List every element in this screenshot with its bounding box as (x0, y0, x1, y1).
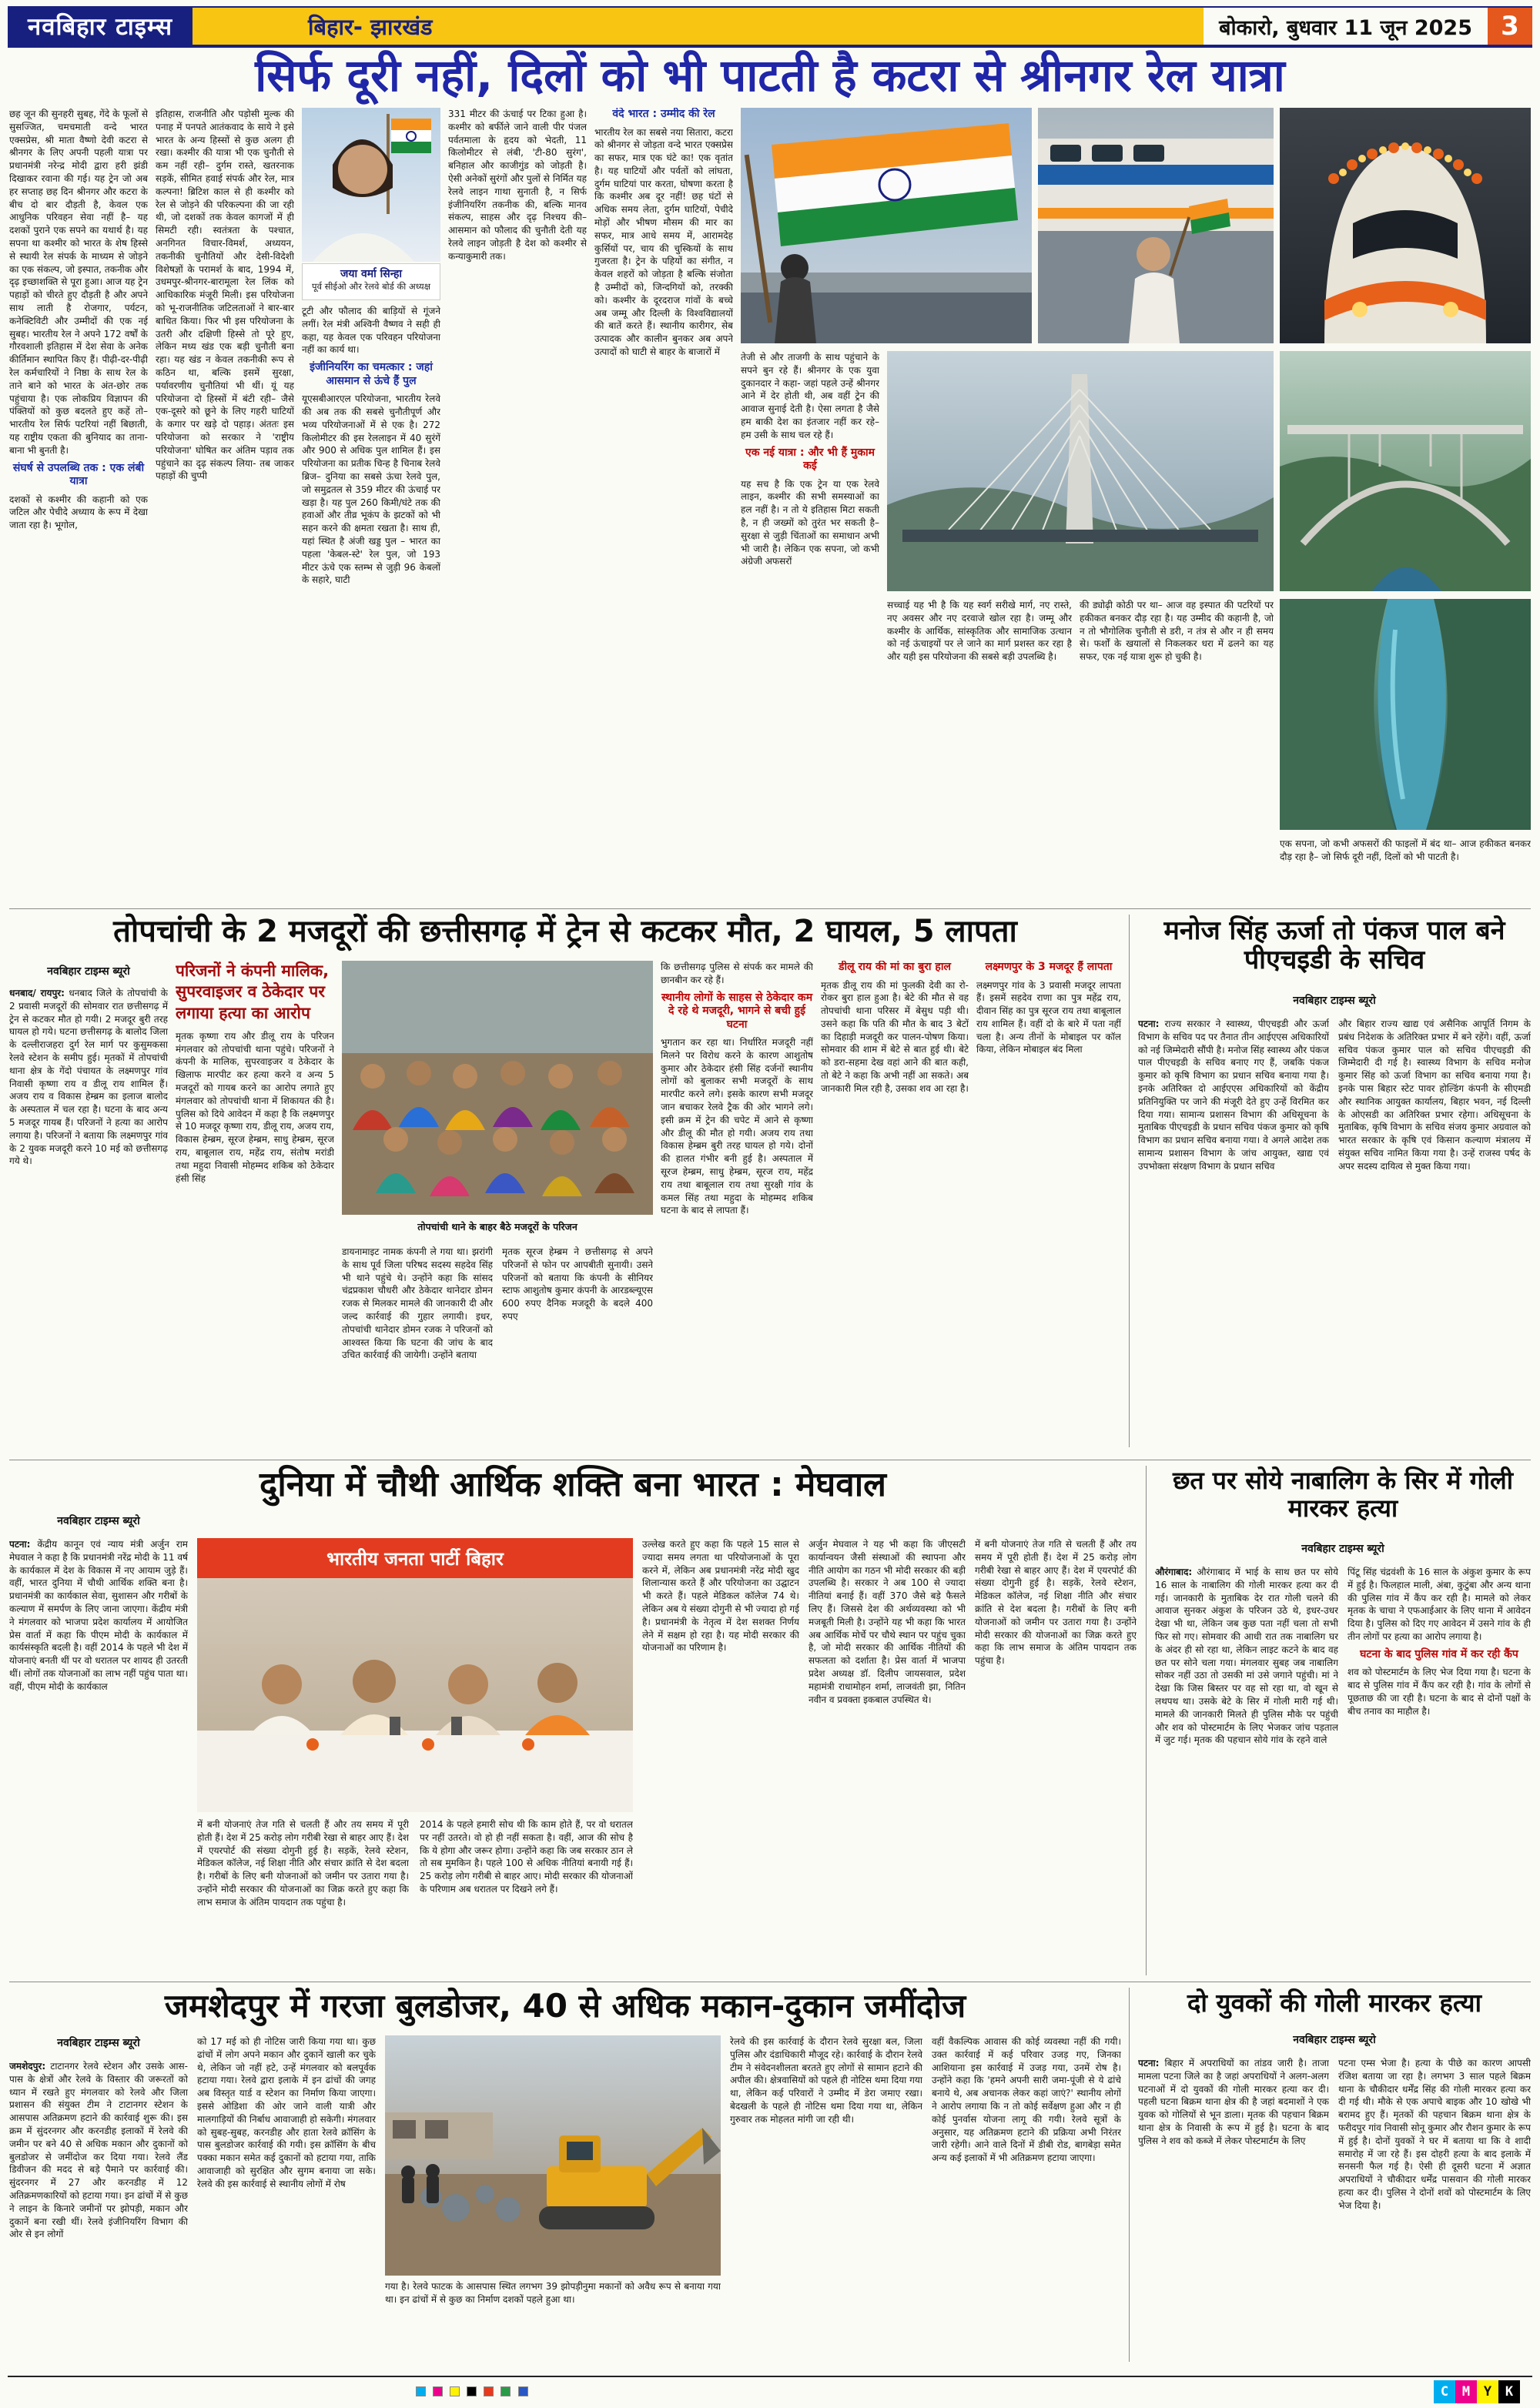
topchanchi-col-4: कि छत्तीसगढ़ पुलिस से संपर्क कर मामले की छानबीन कर रहे हैं। स्थानीय लोगों के साहस से ठेकेदार कम दे रहे थे मजदूरी, भागने से बची हुई घटना भुगतान कर रहा था। निर्धारित मजदूरी नहीं मिलने पर विरोध करने के कारण आशुतोष कुमार और ठेकेदार हंसी सिंह दर्जनों स्थानीय लोगों को बुलाकर सभी मजदूरों के साथ मारपीट करने लगे। इसके कारण सभी मजदूर जान बचाकर रेलवे ट्रैक की ओर भागने लगे। इसी क्रम में ट्रेन की चपेट में आने से कृष्णा और डीलू की मौत हो गयी। अजय राय तथा विकास हेम्ब्रम बुरी तरह घायल हो गये। दोनों की हालत गंभीर बनी हुई है। अस्पताल में सूरज हेम्ब्रम, साधु हेम्ब्रम, सूरज राय, महेंद्र राय तथा बाबूलाल राय तथा सुरक्षी गांव के कमल सिंह तथा महुदा के मोहम्मद शकिब घटना के बाद से लापता हैं। (661, 962, 813, 1216)
bulldozer-byline: नवबिहार टाइम्स ब्यूरो (57, 2037, 140, 2049)
cmyk-k-mark: K (1498, 2380, 1520, 2403)
photo-workers-families (342, 961, 653, 1215)
topchanchi-dateline: धनबाद/ रायपुर: (9, 988, 65, 998)
section-divider-1 (9, 908, 1531, 909)
double-murder-byline: नवबिहार टाइम्स ब्यूरो (1293, 2034, 1376, 2046)
bulldozer-illustration (385, 2035, 721, 2276)
photo-bulldozer-demolition (385, 2035, 721, 2276)
secretaries-dateline: पटना: (1138, 1018, 1160, 1029)
valley-illustration (1280, 599, 1531, 830)
double-murder-col-1: पटना: बिहार में अपराधियों का तांडव जारी है। ताजा मामला पटना जिले का है जहां अपराधियों ने अलग-अलग घटनाओं में दो युवकों की गोली मारकर हत्या कर दी। पहली घटना बिक्रम थाना क्षेत्र की है जहां बदमाशों ने एक युवक को गोलियों से भून डाला। मृतक की पहचान बिक्रम थाना क्षेत्र के निवासी के रूप में हुई है। घटना के बाद पुलिस ने शव को कब्जे में लेकर पोस्टमार्टम के लिए (1138, 2058, 1329, 2146)
photo-decorated-vande-bharat (1280, 108, 1531, 343)
double-murder-dateline: पटना: (1138, 2058, 1160, 2069)
topchanchi-missing-subhead: लक्ष्मणपुर के 3 मजदूर हैं लापता (985, 961, 1113, 973)
topchanchi-col-5: डीलू राय की मां का बुरा हाल मृतक डीलू राय की मां फुलकी देवी का रो-रोकर बुरा हाल हुआ है। बेटे की मौत से वह तोपचांची थाना परिसर में बेसुध पड़ी थी। उसने कहा कि पति की मौत के बाद 3 बेटों का दिहाड़ी मजदूरी कर पालन-पोषण किया। सोमवार की शाम में बेटे से बात हुई थी। बेटे को डरा-सहमा देख वहां आने की बात कही, तो बेटे ने कहा कि अभी नहीं आ सकते। अब जानकारी मिल रही है, उसका शव आ रहा है। (821, 961, 969, 1094)
topchanchi-col-6: लक्ष्मणपुर के 3 मजदूर हैं लापता लक्ष्मणपुर गांव के 3 प्रवासी मजदूर लापता हैं। इसमें सहदेव राणा का पुत्र महेंद्र राय, दीवान सिंह का पुत्र सूरज राय तथा बाबूलाल राय शामिल हैं। वहीं दो के बारे में पता नहीं चला है। अन्य तीनों के मोबाइल पर कॉल किया, लेकिन मोबाइल बंद मिला (976, 961, 1121, 1055)
anji-bridge-illustration (887, 351, 1274, 591)
lead-col-4: 331 मीटर की ऊंचाई पर टिका हुआ है। कश्मीर को बर्फीले जाने वाली पीर पंजल पर्वतमाला के हृदय को भेदती, 11 किलोमीटर से लंबी, 'टी-80 सुरंग', बनिहाल और काजीगुंड को जोड़ती है। ऐसी अनेकों सुरंगों और पुलों से निर्मित यह रेलवे लाइन गाथा सुनाती है, न सिर्फ इंजीनियरिंग तकनीक की, बल्कि मानव संकल्प, साहस और दृढ़ निश्चय की– आसमान को फौलाद की चुनौती देती यह रेलवे लाइन जोड़ती है देश को कश्मीर से कन्याकुमारी तक। (448, 109, 587, 262)
reg-dot-green (500, 2386, 511, 2396)
reg-dot-cyan (416, 2386, 426, 2396)
photo-jaya-verma-sinha (302, 108, 440, 262)
topchanchi-col-3b: मृतक सूरज हेम्ब्रम ने छत्तीसगढ़ से अपने परिजनों से फोन पर आपबीती सुनायी। उसने परिजनों को बताया कि कंपनी के सीनियर स्टाफ आशुतोष कुमार कंपनी के आरडब्ल्यूएस 600 रुपए दैनिक मजदूरी के बदले 400 रुपए (502, 1246, 653, 1322)
decorated-train-illustration (1280, 108, 1531, 343)
photo-river-valley (1280, 599, 1531, 830)
paper-name: नवबिहार टाइम्स (8, 8, 192, 45)
meghwal-col-4: में बनी योजनाएं तेज गति से चलती हैं और तय समय में पूरी होती हैं। देश में 25 करोड़ लोग गरीबी रेखा से बाहर आए हैं। देश में एयरपोर्ट की संख्या दोगुनी हुई है। सड़कें, रेलवे स्टेशन, मेडिकल कॉलेज, नई शिक्षा नीति और संचार क्रांति से देश बदला है। गरीबों के लिए बनी योजनाओं को जमीन पर उतारा गया है। उन्होंने मोदी सरकार की योजनाओं का जिक्र करते हुए कहा कि लाभ समाज के अंतिम पायदान तक पहुंचा है। (975, 1539, 1137, 1667)
portrait-caption-name: जया वर्मा सिन्हा (340, 268, 402, 280)
chenab-bridge-illustration (1280, 351, 1531, 591)
edition-label: बिहार- झारखंड (308, 13, 433, 40)
bulldozer-col-2: को 17 मई को ही नोटिस जारी किया गया था। कुछ ढांचों में लोग अपने मकान और दुकानें खाली कर चुके थे, लेकिन जो नहीं हटे, उन्हें मंगलवार को बलपूर्वक हटाया गया। रेलवे द्वारा इलाके में इन ढांचों की जगह अब विस्तृत यार्ड व स्टेशन का निर्माण किया जाएगा। इससे ओडिशा की ओर जाने वाली यात्री और मालगाड़ियों की निर्बाध आवाजाही हो सकेगी। मंगलवार को सुबह-सुबह, करनडीह और हाता रेलवे क्रॉसिंग के पास बुलडोजर कार्रवाई की गयी। इस क्रॉसिंग के बीच पक्का मकान समेत कई दुकानों को हटाया गया, ताकि आवाजाही को सुरक्षित और सुगम बनाया जा सके। रेलवे की इस कार्रवाई से स्थानीय लोगों में रोष (197, 2036, 376, 2189)
edition-strip (192, 8, 1204, 45)
photo-flag-wave (741, 108, 1032, 343)
vertical-divider-1 (1129, 915, 1130, 1447)
minor-murder-camp-subhead: घटना के बाद पुलिस गांव में कर रही कैंप (1360, 1647, 1518, 1661)
flag-illustration (741, 108, 1032, 343)
photo-chenab-arch-bridge (1280, 351, 1531, 591)
meghwal-col-1: पटना: केंद्रीय कानून एवं न्याय मंत्री अर्जुन राम मेघवाल ने कहा है कि प्रधानमंत्री नरेंद्र मोदी के 11 वर्ष के कार्यकाल में देश के विकास में नए आयाम जुड़े हैं। वहीं, भारत दुनिया में चौथी आर्थिक शक्ति बना है। प्रधानमंत्री का कार्यकाल सेवा, सुशासन और गरीबों के कल्याण में समर्पण के लिए जाना जाएगा। केंद्रीय मंत्री ने मंगलवार को भाजपा प्रदेश कार्यालय में आयोजित प्रेस वार्ता में कहा कि पीएम मोदी के कार्यकाल में कार्यसंस्कृति बदली है। वहीं 2014 के पहले भी देश में योजनाएं बनती थीं पर वो धरातल पर शायद ही उतरती थीं। लोगों तक योजनाओं का लाभ नहीं पहुंच पाता था। वहीं, पीएम मोदी के कार्यकाल (9, 1539, 188, 1692)
topchanchi-accuse-subhead: परिजनों ने कंपनी मालिक, सुपरवाइजर व ठेकेदार पर लगाया हत्या का आरोप (176, 962, 330, 1022)
photo-bjp-press-conference (197, 1538, 633, 1812)
portrait-caption (302, 263, 440, 300)
meghwal-headline: दुनिया में चौथी आर्थिक शक्ति बना भारत : मेघवाल (259, 1465, 886, 1504)
reg-dot-yellow (450, 2386, 460, 2396)
photo-anji-cable-bridge (887, 351, 1274, 591)
bulldozer-headline: जमशेदपुर में गरजा बुलडोजर, 40 से अधिक मकान-दुकान जमींदोज (164, 1987, 966, 2025)
minor-murder-dateline: औरंगाबाद: (1155, 1567, 1193, 1577)
lead-col-3: टूटी और फौलाद की बाड़ियों से गूंजने लगीं। रेल मंत्री अश्विनी वैष्णव ने सही ही कहा, यह केवल एक परिवहन परियोजना नहीं का कार्य था। इंजीनियरिंग का चमत्कार : जहां आसमान से ऊंचे हैं पुल यूएसबीआरएल परियोजना, भारतीय रेलवे की अब तक की सबसे चुनौतीपूर्ण और भव्य परियोजनाओं में से एक है। 272 किलोमीटर की इस रेललाइन में 40 सुरंगें और 900 से अधिक पुल शामिल हैं। इस परियोजना का प्रतीक चिन्ह है चिनाब रेलवे ब्रिज– दुनिया का सबसे ऊंचा रेलवे पुल, जो समुद्रतल से 359 मीटर की ऊंचाई पर खड़ा है। यह पुल 260 किमी/घंटे तक की हवाओं और तीव्र भूकंप के झटकों को भी सहन करने की क्षमता रखता है। साथ ही, यहां स्थित है अंजी खड्ड पुल – भारत का पहला 'केबल-स्टे' रेल पुल, जो 193 मीटर ऊंचे एक स्तम्भ से जुड़ी 96 केबलों के सहारे, घाटी (302, 306, 440, 586)
reg-dot-red (484, 2386, 494, 2396)
minor-murder-col-2: पिंटू सिंह चंद्रवंशी के 16 साल के अंकुश कुमार के रूप में हुई है। फिलहाल माली, अंबा, कुटुंबा और अन्य थाना की पुलिस गांव में कैंप कर रही है। मामले को लेकर मृतक के चाचा ने एफआईआर के लिए थाना में आवेदन दिया है। पुलिस को दिए गए आवेदन में उसने गांव के ही तीन लोगों पर हत्या का आरोप लगाया है। घटना के बाद पुलिस गांव में कर रही कैंप शव को पोस्टमार्टम के लिए भेज दिया गया है। घटना के बाद से पुलिस गांव में कैंप कर रही है। गांव के लोगों से पूछताछ की जा रही है। घटना के बाद से दोनों पक्षों के बीच तनाव का माहौल है। (1348, 1567, 1531, 1717)
double-murder-headline: दो युवकों की गोली मारकर हत्या (1187, 1988, 1482, 2018)
double-murder-col-2: पटना एम्स भेजा है। हत्या के पीछे का कारण आपसी रंजिश बताया जा रहा है। लगभग 3 साल पहले बिक्रम थाना के चौकीदार धर्मेंद्र सिंह की गोली मारकर हत्या कर दी गई थी। मौके से एक अपाचे बाइक और 10 खोखे भी बरामद हुए हैं। मृतकों की पहचान बिक्रम थाना क्षेत्र के फरीदपुर गांव निवासी सोनू कुमार और रौशन कुमार के रूप में हुई है। दोनों युवकों ने घर में बताया था कि वे शादी समारोह में जा रहे हैं। इस दोहरी हत्या के बाद इलाके में सनसनी फैल गई है। ऐसी ही दूसरी घटना में अज्ञात अपराधियों ने चौकीदार धर्मेंद्र पासवान की गोली मारकर हत्या कर दी। पुलिस ने दोनों शवों को पोस्टमार्टम के लिए भेज दिया है। (1338, 2058, 1531, 2211)
topchanchi-byline: नवबिहार टाइम्स ब्यूरो (47, 965, 130, 978)
meghwal-col-below-photo-1: में बनी योजनाएं तेज गति से चलती हैं और तय समय में पूरी होती हैं। देश में 25 करोड़ लोग गरीबी रेखा से बाहर आए हैं। देश में एयरपोर्ट की संख्या दोगुनी हुई है। सड़कें, रेलवे स्टेशन, मेडिकल कॉलेज, नई शिक्षा नीति और संचार क्रांति से देश बदला है। गरीबों के लिए बनी योजनाओं को जमीन पर उतारा गया है। उन्होंने मोदी सरकार की योजनाओं का जिक्र करते हुए कहा कि लाभ समाज के अंतिम पायदान तक पहुंचा है। (197, 1819, 409, 1908)
bjp-banner: भारतीय जनता पार्टी बिहार (197, 1538, 633, 1578)
lead-subhead-engineering: इंजीनियरिंग का चमत्कार : जहां आसमान से ऊंचे हैं पुल (310, 361, 433, 387)
bulldozer-below-photo: गया है। रेलवे फाटक के आसपास स्थित लगभग 39 झोपड़ीनुमा मकानों को अवैध रूप से बनाया गया था। इन ढांचों में से कुछ का निर्माण दशकों पहले हुआ था। (385, 2281, 721, 2305)
minor-murder-byline: नवबिहार टाइम्स ब्यूरो (1301, 1543, 1384, 1555)
lead-col-5: वंदे भारत : उम्मीद की रेल भारतीय रेल का सबसे नया सितारा, कटरा को श्रीनगर से जोड़ता वन्दे भारत एक्सप्रेस का सफर, मात्र एक घंटे का! एक वृतांत है। यह घाटियों और पर्वतों को लांघता, दुर्गम घाटियां पार करता, घोषणा करता है कि कश्मीर अब दूर नहीं! छह घंटों से अधिक समय लेता, दुर्गम घाटियों, पेचीदे मोड़ों और भीषण मौसम की मार का सफर, मात्र आधे समय में, आरामदेह कुर्सियों पर, चाय की चुस्कियों के साथ गुजरता है। ट्रेन के पहियों का संगीत, न केवल शहरों को जोड़ता है बल्कि संजोता है उम्मीदों को, जिन्दगियों को, तरक्की को। कश्मीर के दूरदराज गांवों के बच्चे अब जम्मू और दिल्ली के विश्वविद्यालयों की बातें करते हैं। स्थानीय कारीगर, सेब उत्पादक और कालीन बुनकर अब अपने उत्पादों को घाटी से बाहर के बाजारों में (594, 108, 733, 358)
meghwal-col-below-photo-2: 2014 के पहले हमारी सोच थी कि काम होते हैं, पर वो धरातल पर नहीं उतरते। वो हो ही नहीं सकता है। वहीं, आज की सोच है कि ये होगा और जरूर होगा। उन्होंने कहा कि जब सरकार ठान ले तो सब मुमकिन है। पहले 100 से अधिक नीतियां बनायी गई हैं। 25 करोड़ लोग गरीबी से बाहर आए। मोदी सरकार की योजनाओं के परिणाम अब धरातल पर दिखने लगे हैं। (420, 1819, 633, 1895)
topchanchi-headline: तोपचांची के 2 मजदूरों की छत्तीसगढ़ में ट्रेन से कटकर मौत, 2 घायल, 5 लापता (113, 914, 1017, 949)
secretaries-col-2: और बिहार राज्य खाद्य एवं असैनिक आपूर्ति निगम के प्रबंध निदेशक के अतिरिक्त प्रभार में बने रहेंगे। वहीं, ऊर्जा सचिव पंकज कुमार पाल को सचिव पीएचइडी की जिम्मेदारी दी गई है। स्वास्थ्य विभाग के सचिव मनोज कुमार सिंह को ऊर्जा विभाग का सचिव बनाया गया है। इनके पास बिहार स्टेट पावर होल्डिंग कंपनी के सीएमडी और स्थानिक आयुक्त कार्यालय, बिहार भवन, नई दिल्ली के ओएसडी का अतिरिक्त प्रभार रहेगा। अधिसूचना के मुताबिक, कृषि विभाग के सचिव संजय कुमार अग्रवाल को भारत सरकार के कृषि एवं किसान कल्याण मंत्रालय में संयुक्त सचिव नामित किया गया है। उन्हें राजस्व पर्षद के अपर सदस्य दायित्व से मुक्त किया गया। (1338, 1018, 1531, 1172)
meghwal-byline: नवबिहार टाइम्स ब्यूरो (57, 1515, 140, 1527)
families-photo-caption: तोपचांची थाने के बाहर बैठे मजदूरों के परिजन (342, 1218, 653, 1236)
bulldozer-col-1: जमशेदपुर: टाटानगर रेलवे स्टेशन और उसके आस-पास के क्षेत्रों और रेलवे के विस्तार की जरूरतों को ध्यान में रखते हुए मंगलवार को रेलवे और जिला प्रशासन की संयुक्त टीम ने टाटानगर स्टेशन के आसपास अतिक्रमण हटाने की कार्रवाई शुरू की। इस क्रम में सुंदरनगर और करनडीह इलाकों में रेलवे की जमीन पर बने 40 से अधिक मकान और दुकानों को बुलडोजर से जमींदोज कर दिया गया। रेलवे लैंड डिवीजन की मदद से बड़े पैमाने पर कार्रवाई की। सुंदरनगर में 27 और करनडीह में 12 अतिक्रमणकारियों को हटाया गया। इन ढांचों में से कुछ ने लाइन के किनारे जमीनों पर झोपड़ी, मकान और दुकानें बना रखी थीं। रेलवे इंजीनियरिंग विभाग की ओर से इन लोगों (9, 2061, 188, 2240)
lead-col-6: तेजी से और ताजगी के साथ पहुंचाने के सपने बुन रहे हैं। श्रीनगर के एक युवा दुकानदार ने कहा- जहां पहले उन्हें श्रीनगर आने में देर होती थी, अब वहीं ट्रेन की आवाज सुनाई देती है। ऐसा लगता है जैसे हम बाकी देश का इंतजार नहीं कर रहे– हम उसी के साथ चल रहे हैं। एक नई यात्रा : और भी हैं मुकाम कई यह सच है कि एक ट्रेन या एक रेलवे लाइन, कश्मीर की सभी समस्याओं का हल नहीं है। न तो ये इतिहास मिटा सकती है, न ही जख्मों को तुरंत भर सकती है– सुरक्षा से जुड़ी चिंताओं का समाधान अभी भी जारी है। लेकिन एक सपना, जो कभी अंग्रेजी अफसरों (741, 352, 879, 567)
vertical-divider-2 (1146, 1466, 1147, 1975)
cmyk-marks (1434, 2380, 1531, 2405)
lead-col-9: एक सपना, जो कभी अफसरों की फाइलों में बंद था– आज हकीकत बनकर दौड़ रहा है– जो सिर्फ दूरी नहीं, दिलों को भी पाटती है। (1280, 838, 1531, 862)
footer-rule (8, 2376, 1532, 2377)
lead-headline: सिर्फ दूरी नहीं, दिलों को भी पाटती है कटरा से श्रीनगर रेल यात्रा (255, 49, 1285, 102)
lead-subhead-struggle: संघर्ष से उपलब्धि तक : एक लंबी यात्रा (12, 461, 145, 488)
portrait-caption-role: पूर्व सीईओ और रेलवे बोर्ड की अध्यक्ष (312, 281, 430, 292)
portrait-illustration (302, 108, 440, 262)
secretaries-headline: मनोज सिंह ऊर्जा तो पंकज पाल बने पीएचइडी के सचिव (1163, 915, 1505, 976)
lead-col-1: छह जून की सुनहरी सुबह, गेंदे के फूलों से सुसज्जित, चमचमाती वन्दे भारत एक्सप्रेस, श्री माता वैष्णो देवी कटरा से श्रीनगर के लिए अपनी पहली यात्रा पर प्रधानमंत्री नरेन्द्र मोदी द्वारा हरी झंडी दिखाकर रवाना की गई। यह ट्रेन जो अब हर सप्ताह छह दिन श्रीनगर और कटरा के बीच दो बार दौड़ती है, केवल एक आधुनिक परिवहन सेवा नहीं है– यह दशकों पुराने एक सपने का यथार्थ है। यह सपना था कश्मीर को भारत के शेष हिस्से से स्थायी रेल संपर्क के माध्यम से जोड़ने का एक संकल्प, जो इस्पात, तकनीक और दृढ़ इच्छाशक्ति से पूरा हुआ। आज यह ट्रेन पहाड़ों को चीरते हुए दौड़ती है और अपने साथ लाती है रोजगार, पर्यटन, कनेक्टिविटी और उम्मीदों की एक नई सुबह। भारतीय रेल ने अपने 172 वर्षों के गौरवशाली इतिहास में देश सेवा के अनेक कीर्तिमान स्थापित किए हैं। पीढ़ी-दर-पीढ़ी रेल कर्मचारियों ने निष्ठा के साथ रेल के ताने बाने को भारत के अंत-छोर तक पहुंचाया है। एक लोकप्रिय विज्ञापन की पंक्तियों को कुछ बदलते हुए कहें तो–भारतीय रेल सिर्फ पटरियां नहीं बिछाती, यह राष्ट्रीय एकता की बुनियाद का ताना-बाना भी बुनती है। संघर्ष से उपलब्धि तक : एक लंबी यात्रा दशकों से कश्मीर की कहानी को एक जटिल और पेचीदे अध्याय के रूप में देखा जाता रहा है। भूगोल, (9, 109, 148, 531)
registration-marks-left (416, 2385, 616, 2400)
bulldozer-col-4: वहीं वैकल्पिक आवास की कोई व्यवस्था नहीं की गयी। उक्त कार्रवाई में कई परिवार उजड़ गए, जिनका आशियाना इस कार्रवाई में उजड़ गया, उनमें रोष है। उन्होंने कहा कि 'हमने अपनी सारी जमा-पूंजी से ये ढांचे बनाये थे, अब अचानक लेकर कहां जाएं?' स्थानीय लोगों ने आरोप लगाया कि न तो कोई सर्वेक्षण हुआ और न ही कोई पुनर्वास योजना लागू की गयी। रेलवे सूत्रों के अनुसार, यह अतिक्रमण हटाने की प्रक्रिया अभी निरंतर जारी रहेगी। आने वाले दिनों में डीबी रोड, बागबेड़ा समेत अन्य कई इलाकों में भी अतिक्रमण हटाया जाएगा। (932, 2036, 1121, 2164)
families-illustration (342, 961, 653, 1215)
minor-murder-col-1: औरंगाबाद: औरंगाबाद में भाई के साथ छत पर सोये 16 साल के नाबालिग की गोली मारकर हत्या कर दी गई। जानकारी के मुताबिक देर रात गोली चलने की आवाज सुनकर अंकुश के परिजन उठे थे, इधर-उधर देखा भी था, लेकिन जब कुछ पता नहीं चला तो सभी फिर सो गए। सोमवार की आधी रात तक नाबालिग घर के अंदर ही सो रहा था, लेकिन लाइट कटने के बाद वह छत पर सोने चला गया। मंगलवार सुबह जब नाबालिग सोकर नहीं उठा तो उसकी मां उसे जगाने पहुंची। मां ने देखा कि जिस बिस्तर पर वह सो रहा था, वो खून से लथपथ था। उसके बेटे के सिर में गोली मारी गई थी। मामले की जानकारी मिलते ही पुलिस मौके पर पहुंची और शव को पोस्टमार्टम के लिए भेजकर जांच पड़ताल में जुट गई। मृतक की पहचान सोये गांव के रहने वाले (1155, 1567, 1338, 1746)
lead-col-7: सच्चाई यह भी है कि यह स्वर्ग सरीखे मार्ग, नए रास्ते, नए अवसर और नए दरवाजे खोल रहा है। जम्मू और कश्मीर के आर्थिक, सांस्कृतिक और सामाजिक उत्थान को नई ऊंचाइयों पर ले जाने का मार्ग प्रशस्त कर रहा है और यही इस परियोजना की सबसे बड़ी उपलब्धि है। (887, 600, 1072, 663)
city-date: बोकारो, बुधवार 11 जून 2025 (1204, 8, 1488, 45)
press-conference-illustration (197, 1538, 633, 1812)
page-number: 3 (1488, 8, 1532, 45)
reg-dot-black (467, 2386, 477, 2396)
meghwal-dateline: पटना: (9, 1539, 31, 1550)
secretaries-byline: नवबिहार टाइम्स ब्यूरो (1293, 995, 1376, 1007)
meghwal-col-2: उल्लेख करते हुए कहा कि पहले 15 साल से ज्यादा समय लगता था परियोजनाओं के पूरा करने में, लेकिन अब प्रधानमंत्री नरेंद्र मोदी खुद शिलान्यास करते हैं और परियोजना का उद्घाटन भी करते हैं। पहले मेडिकल कॉलेज 74 थे। लेकिन अब ये संख्या दोगुनी से भी ज्यादा हो गई है। प्रधानमंत्री के नेतृत्व में देश सशक्त निर्णय लेने में सक्षम हो रहा है। यह मोदी सरकार की योजनाओं का परिणाम है। (642, 1539, 799, 1654)
meghwal-col-3: अर्जुन मेघवाल ने यह भी कहा कि जीएसटी कार्यान्वयन जैसी संस्थाओं की स्थापना और नीति आयोग का गठन भी मोदी सरकार की बड़ी उपलब्धि है। सरकार ने अब 100 से ज्यादा नीतियां बनाई हैं। वहीं 370 जैसे बड़े फैसले लिए हैं। जिससे देश की अर्थव्यवस्था को भी मजबूती मिली है। उन्होंने यह भी कहा कि भारत अब आर्थिक मोर्चे पर चौथे स्थान पर पहुंच चुका है, जो मोदी सरकार की आर्थिक नीतियों की सफलता को दर्शाता है। प्रेस वार्ता में भाजपा प्रदेश अध्यक्ष डॉ. दिलीप जायसवाल, प्रदेश महामंत्री राधामोहन शर्मा, लाजवंती झा, नितिन नवीन व प्रवक्ता इकबाल उपस्थित थे। (808, 1539, 966, 1705)
reg-dot-magenta (433, 2386, 443, 2396)
bulldozer-col-3: रेलवे की इस कार्रवाई के दौरान रेलवे सुरक्षा बल, जिला पुलिस और दंडाधिकारी मौजूद रहे। कार्रवाई के दौरान रेलवे टीम ने संवेदनशीलता बरतते हुए लोगों से सामान हटाने की अपील की। क्षेत्रवासियों को पहले ही नोटिस थमा दिया गया था, लेकिन कई परिवारों ने उम्मीद में डेरा जमाए रखा। बेदखली के पहले ही नोटिस थमा दिया गया था, लेकिन गुरुवार तक मोहलत मांगी जा रही थी। (730, 2036, 922, 2125)
topchanchi-col-2: परिजनों ने कंपनी मालिक, सुपरवाइजर व ठेकेदार पर लगाया हत्या का आरोप मृतक कृष्णा राय और डीलू राय के परिजन मंगलवार को तोपचांची थाना पहुंचे। परिजनों ने कंपनी के मालिक, सुपरवाइजर व ठेकेदार के खिलाफ मारपीट कर हत्या करने व अन्य 5 मजदूरों को गायब करने का आरोप लगाते हुए मंगलवार को तोपचांची थाना में शिकायत की है। पुलिस को दिये आवेदन में कहा है कि लक्ष्मणपुर से 10 मजदूर कृष्णा राय, डीलू राय, अजय राय, विकास हेम्ब्रम, सूरज हेम्ब्रम, साधु हेम्ब्रम, सूरज राय, बाबूलाल राय, महेंद्र राय, संतोष मरांडी तथा महुदा निवासी मोहम्मद शकिब को ठेकेदार हंसी सिंह (176, 962, 334, 1184)
topchanchi-col-1: धनबाद/ रायपुर: धनबाद जिले के तोपचांची के 2 प्रवासी मजदूरों की सोमवार रात छत्तीसगढ़ में ट्रेन से कटकर मौत हो गयी। 2 मजदूर बुरी तरह घायल हो गये। घटना छत्तीसगढ़ के बालोद जिला के दल्लीराजहरा दुर्ग रेल मार्ग पर कुसुमकसा रेलवे स्टेशन के समीप हुई। मृतकों में तोपचांची थाना क्षेत्र के गेंदो पंचायत के लक्ष्मणपुर गांव निवासी कृष्णा राय व डीलू राय शामिल हैं। अजय राय व विकास हेम्ब्रम का इलाज बालोद के अस्पताल में चल रहा है। घटना के बाद अन्य 5 मजदूर गायब हैं। परिजनों ने हत्या का आरोप लगाया है। परिजनों ने बताया कि लक्ष्मणपुर गांव के 2 युवक मजदूरी करने 10 मई को छत्तीसगढ़ गये थे। (9, 988, 168, 1167)
lead-col-8: की ड्योढ़ी कोठी पर था– आज वह इस्पात की पटरियों पर हकीकत बनकर दौड़ रहा है। यह उम्मीद की कहानी है, जो न तो भौगोलिक चुनौती से डरी, न तंत्र से और न ही समय से। फर्शों के खयालों से निकलकर धरा में ढलने का यह सफर, एक नई यात्रा शुरू हो चुकी है। (1080, 600, 1274, 663)
secretaries-col-1: पटना: राज्य सरकार ने स्वास्थ्य, पीएचइडी और ऊर्जा विभाग के सचिव पद पर तैनात तीन आईएएस अधिकारियों को नई जिम्मेदारी सौंपी है। मनोज सिंह स्वास्थ्य और पंकज पाल पीएचइडी के सचिव बनाए गए हैं, जबकि पंकज कुमार को कृषि विभाग का प्रधान सचिव बनाया गया है। इनके अतिरिक्त दो आईएएस अधिकारियों को केंद्रीय प्रतिनियुक्ति पर जाने की मंजूरी देते हुए उन्हें विरमित कर दिया गया। सामान्य प्रशासन विभाग की अधिसूचना के मुताबिक पीएचइडी के प्रधान सचिव पंकज कुमार को कृषि विभाग का प्रधान सचिव बनाया गया। वे अगले आदेश तक सामान्य प्रशासन विभाग के जांच आयुक्त, खाद्य एवं उपभोक्ता संरक्षण विभाग के प्रधान सचिव (1138, 1018, 1329, 1172)
masthead-bar (8, 6, 1532, 48)
reg-dot-blue (518, 2386, 528, 2396)
topchanchi-mother-subhead: डीलू राय की मां का बुरा हाल (839, 961, 951, 973)
topchanchi-local-subhead: स्थानीय लोगों के साहस से ठेकेदार कम दे रहे थे मजदूरी, भागने से बची हुई घटना (661, 991, 813, 1031)
lead-subhead-new-journey: एक नई यात्रा : और भी हैं मुकाम कई (745, 446, 875, 473)
photo-pm-flagoff-train (1038, 108, 1274, 343)
lead-subhead-vande-bharat: वंदे भारत : उम्मीद की रेल (612, 108, 715, 120)
topchanchi-col-3: डायनामाइट नामक कंपनी ले गया था। झरांगी के साथ पूर्व जिला परिषद सदस्य सहदेव सिंह भी थाने पहुंचे थे। उन्होंने कहा कि सांसद चंद्रप्रकाश चौधरी और ठेकेदार थानेदार डोमन रजक से मिलकर मामले की जानकारी दी और जल्द कार्रवाई की गुहार लगायी। इधर, तोपचांची थानेदार डोमन रजक ने परिजनों को आश्वस्त किया कि घटना की जांच के बाद उचित कार्रवाई की जायेगी। उन्होंने बताया (342, 1246, 493, 1361)
pm-flagoff-illustration (1038, 108, 1274, 343)
cmyk-y-mark: Y (1477, 2380, 1498, 2403)
cmyk-m-mark: M (1455, 2380, 1477, 2403)
lead-col-2: इतिहास, राजनीति और पड़ोसी मुल्क की पनाह में पनपते आतंकवाद के साये ने इसे भारत के अन्य हिस्सों से कुछ अलग ही रखा। कश्मीर की यात्रा भी एक चुनौती से कम नहीं रही– दुर्गम रास्ते, खतरनाक सड़कें, सीमित हवाई संपर्क और रेल, मात्र कल्पना! ब्रिटिश काल से ही कश्मीर को रेल से जोड़ने की परिकल्पना की जा रही थी, जो दशकों तक केवल कागजों में ही सिमटी रही। स्वतंत्रता के पश्चात, अनगिनत विचार-विमर्श, अध्ययन, तकनीकी चुनौतियों और देसी-विदेशी विशेषज्ञों के परामर्श के बाद, 1994 में, उधमपुर-श्रीनगर-बारामूला रेल लिंक को आधिकारिक मंजूरी मिली। इस परियोजना को भू-राजनीतिक जटिलताओं ने बार-बार बाधित किया। फिर भी इस परियोजना के उतरी और दक्षिणी हिस्से तो पूरे हुए, लेकिन मध्य खंड एक बड़ी चुनौती बना रहा। यह खंड न केवल तकनीकी रूप से कठिन था, बल्कि इसमें सुरक्षा, पर्यावरणीय चुनौतियां भी थीं। यूं यह परियोजना दो हिस्सों में बंटी रही– जैसे एक-दूसरे को छूने के लिए गहरी घाटियों के कगार पर खड़े दो पहाड़। अंततः इस परियोजना को सरकार ने 'राष्ट्रीय परियोजना' घोषित कर अंतिम पड़ाव तक पहुंचाने का दृढ़ संकल्प लिया- तब जाकर पहाड़ों की चुप्पी (156, 109, 294, 482)
bulldozer-dateline: जमशेदपुर: (9, 2061, 46, 2072)
minor-murder-headline: छत पर सोये नाबालिग के सिर में गोली मारकर हत्या (1172, 1466, 1514, 1523)
cmyk-c-mark: C (1434, 2380, 1455, 2403)
vertical-divider-3 (1129, 1988, 1130, 2362)
